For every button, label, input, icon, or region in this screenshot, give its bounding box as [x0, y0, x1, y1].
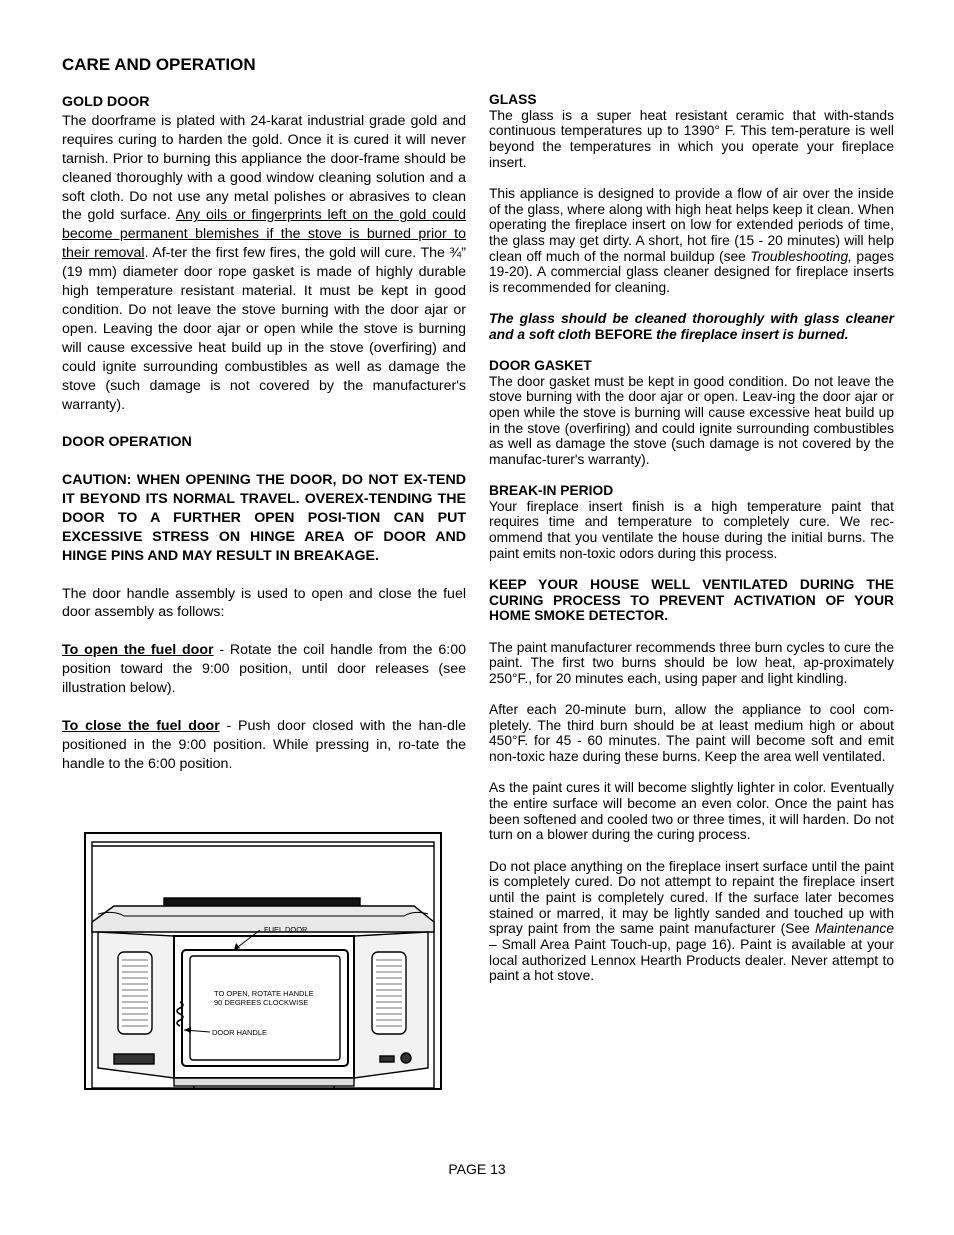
rotate-handle-label-line-2: 90 DEGREES CLOCKWISE [214, 998, 309, 1007]
break-in-paragraph-1: Your fireplace insert finish is a high temperature paint that requires time and temperature to completely cure. We rec-ommend that you ventilate the house during the initial burns. The paint emits non-toxic odors during this process. [489, 498, 894, 561]
door-caution-text: CAUTION: WHEN OPENING THE DOOR, DO NOT EX-TEND IT BEYOND ITS NORMAL TRAVEL. OVEREX-TENDING THE DOOR TO A FURTHER OPEN POSI-TION CAN PUT EXCESSIVE STRESS ON HINGE AREA OF DOOR AND HINGE PINS AND MAY RESULT IN BREAKAGE. [62, 472, 466, 564]
door-gasket-heading: DOOR GASKET [489, 357, 592, 373]
door-operation-heading: DOOR OPERATION [62, 434, 192, 451]
glass-paragraph-2-text-a: This appliance is designed to provide a flow of air over the inside of the glass, where along with high heat helps keep it clean. When operating the fireplace insert on low for extended periods of time, the glass may get dirty. A short, hot fire (15 - 20 minutes) will help clean off much of the normal buildup (see [489, 185, 894, 264]
glass-section [489, 92, 894, 170]
page-number: PAGE 13 [448, 1161, 506, 1177]
maintenance-reference: Maintenance [814, 921, 894, 937]
glass-warning-text-c: the fireplace insert is burned. [656, 326, 849, 342]
close-door-instruction [62, 717, 466, 774]
right-column [489, 92, 894, 999]
glass-cleaning-warning [489, 311, 894, 342]
break-in-paragraph-3: The paint manufacturer recommends three burn cycles to cure the paint. The first two burns should be low heat, ap-proximately 250°F., for 20 minutes each, using paper and light kindling. [489, 639, 894, 686]
ventilation-warning: KEEP YOUR HOUSE WELL VENTILATED DURING THE CURING PROCESS TO PREVENT ACTIVATION OF YOUR HOME SMOKE DETECTOR. [489, 577, 894, 624]
door-gasket-text: The door gasket must be kept in good condition. Do not leave the stove burning with the door ajar or open. Leav-ing the door ajar or open while the stove is burning will cause excessive heat build up in the stove (overfiring) and could ignite surrounding combustibles as well as damage the stove (such damage is not covered by the manufac-turer's warranty). [489, 373, 894, 467]
glass-warning-before: BEFORE [590, 326, 657, 342]
page-title: CARE AND OPERATION [62, 55, 256, 74]
troubleshooting-reference: Troubleshooting, [750, 248, 852, 264]
left-column [62, 93, 466, 792]
close-door-label: To close the fuel door [62, 717, 220, 734]
break-in-paragraph-5: As the paint cures it will become slightly lighter in color. Eventually the entire surface will become an even color. Once the paint has been softened and cooled two or three times, it will harden. Do not turn on a blower during the curing process. [489, 780, 894, 843]
fireplace-insert-illustration [84, 832, 442, 1090]
open-door-instruction [62, 641, 466, 698]
door-operation-intro: The door handle assembly is used to open and close the fuel door assembly as follows: [62, 585, 466, 621]
break-in-paragraph-6 [489, 859, 894, 984]
gold-door-heading: GOLD DOOR [62, 94, 150, 110]
glass-warning-text-a: The glass should be cleaned thoroughly with glass cleaner and a soft cloth [489, 311, 894, 342]
open-door-text: - Rotate the coil handle from the 6:00 position toward the 9:00 position, until door releases (see illustration below). [62, 642, 466, 697]
break-in-paragraph-6-text-a: Do not place anything on the fireplace insert surface until the paint is completely cured. Do not attempt to repaint the fireplace insert until the paint is completely cured. If the surface later becomes stained or marred, it may be lightly sanded and touched up with spray paint from the same paint manufacturer (See [489, 858, 894, 937]
glass-heading: GLASS [489, 92, 537, 107]
glass-paragraph-1: The glass is a super heat resistant ceramic that with-stands continuous temperatures up to 1390° F. This tem-perature is well beyond the temperatures in which you operate your fireplace insert. [489, 107, 894, 170]
break-in-paragraph-6-text-b: – Small Area Paint Touch-up, page 16). Paint is available at your local authorized Lennox Hearth Products dealer. Never attempt to paint a hot stove. [489, 936, 894, 984]
break-in-paragraph-4: After each 20-minute burn, allow the appliance to cool com-pletely. The third burn should be at least medium high or about 450°F. for 45 - 60 minutes. The paint will become soft and emit non-toxic haze during these burns. Keep the area well ventilated. [489, 702, 894, 765]
door-gasket-section [489, 358, 894, 468]
glass-paragraph-2-text-b: pages 19-20). A commercial glass cleaner designed for fireplace inserts is recommended for cleaning. [489, 248, 894, 295]
gold-door-section [62, 93, 466, 414]
glass-paragraph-2 [489, 186, 894, 296]
fuel-door-label: FUEL DOOR [264, 925, 308, 934]
rotate-handle-label-line-1: TO OPEN, ROTATE HANDLE [214, 989, 314, 998]
gold-door-text-2: . Af-ter the first few fires, the gold will cure. The ¾” (19 mm) diameter door rope gasket is made of highly durable high temperature resistant material. It must be kept in good condition. Do not leave the stove burning with the door ajar or open. Leaving the door ajar or open while the stove is burning will cause excessive heat build up in the stove (overfiring) and could ignite surrounding combustibles as well as damage the stove (such damage is not covered by the manufacturer's warranty). [62, 245, 466, 413]
break-in-section [489, 483, 894, 561]
door-handle-label: DOOR HANDLE [212, 1028, 268, 1037]
gold-door-text-1: The doorframe is plated with 24-karat industrial grade gold and requires curing to harden the gold. Once it is cured it will never tarnish. Prior to burning this appliance the door-frame should be cleaned thoroughly with a good window cleaning solution and a soft cloth. Do not use any metal polishes or abrasives to clean the gold surface. [62, 112, 466, 224]
open-door-label: To open the fuel door [62, 642, 214, 659]
gold-door-warning-underlined: Any oils or fingerprints left on the gold could become permanent blemishes if the stove is burned prior to their removal [62, 207, 466, 262]
break-in-heading: BREAK-IN PERIOD [489, 483, 614, 499]
close-door-text: - Push door closed with the han-dle positioned in the 9:00 position. While pressing in, ro-tate the handle to the 6:00 position. [62, 717, 466, 772]
